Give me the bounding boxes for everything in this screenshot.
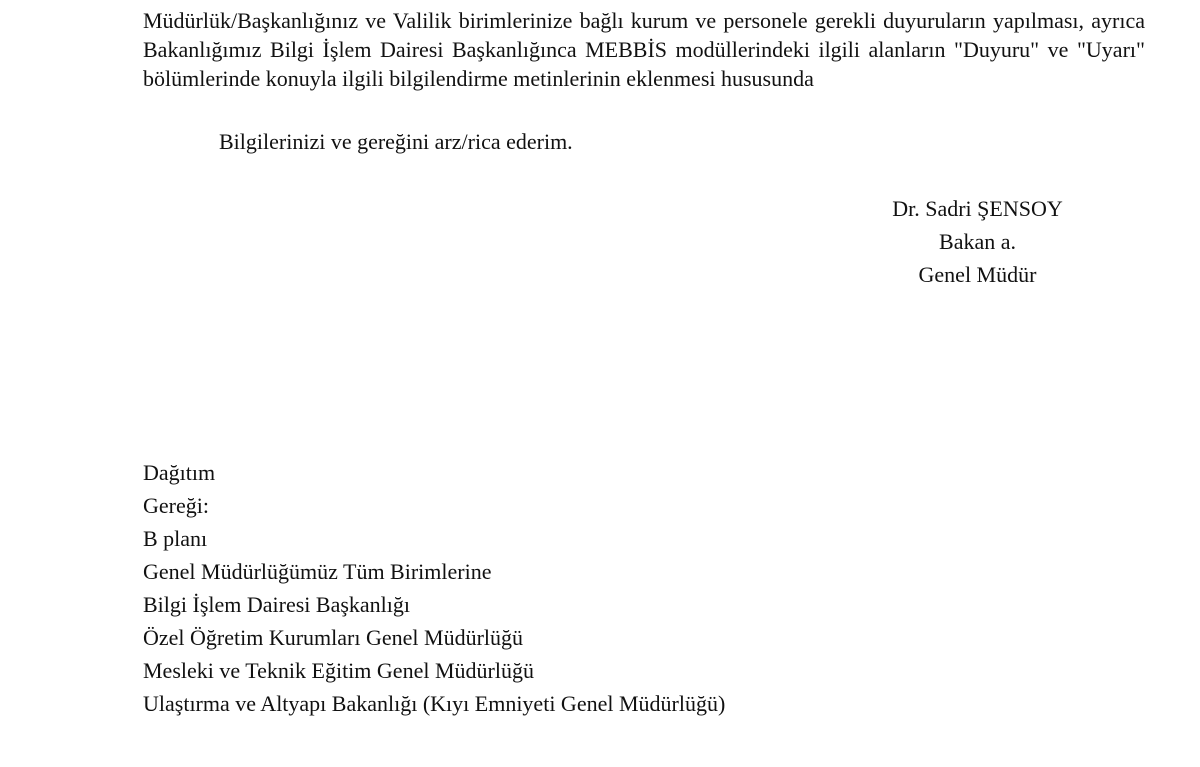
- body-paragraph: Müdürlük/Başkanlığınız ve Valilik birimlerinize bağlı kurum ve personele gerekli duyuruların yapılması, ayrıca Bakanlığımız Bilgi İşlem Dairesi Başkanlığınca MEBBİS modüllerindeki ilgili alanların "Duyuru" ve "Uyarı" bölümlerinde konuyla ilgili bilgilendirme metinlerinin eklenmesi hususunda: [143, 8, 1145, 91]
- signatory-on-behalf: Bakan a.: [939, 229, 1016, 254]
- signature-block: [860, 192, 1095, 291]
- distribution-item: Bilgi İşlem Dairesi Başkanlığı: [143, 592, 411, 617]
- distribution-list: [143, 456, 725, 720]
- distribution-heading: Dağıtım: [143, 460, 216, 485]
- distribution-item: Ulaştırma ve Altyapı Bakanlığı (Kıyı Emniyeti Genel Müdürlüğü): [143, 691, 726, 716]
- signatory-title: Genel Müdür: [918, 262, 1037, 287]
- closing-sentence: Bilgilerinizi ve gereğini arz/rica ederim.: [219, 129, 573, 154]
- distribution-item: Genel Müdürlüğümüz Tüm Birimlerine: [143, 559, 492, 584]
- distribution-item: B planı: [143, 526, 208, 551]
- distribution-subheading: Gereği:: [143, 493, 209, 518]
- signatory-name: Dr. Sadri ŞENSOY: [892, 196, 1063, 221]
- distribution-item: Özel Öğretim Kurumları Genel Müdürlüğü: [143, 625, 524, 650]
- distribution-item: Mesleki ve Teknik Eğitim Genel Müdürlüğü: [143, 658, 534, 683]
